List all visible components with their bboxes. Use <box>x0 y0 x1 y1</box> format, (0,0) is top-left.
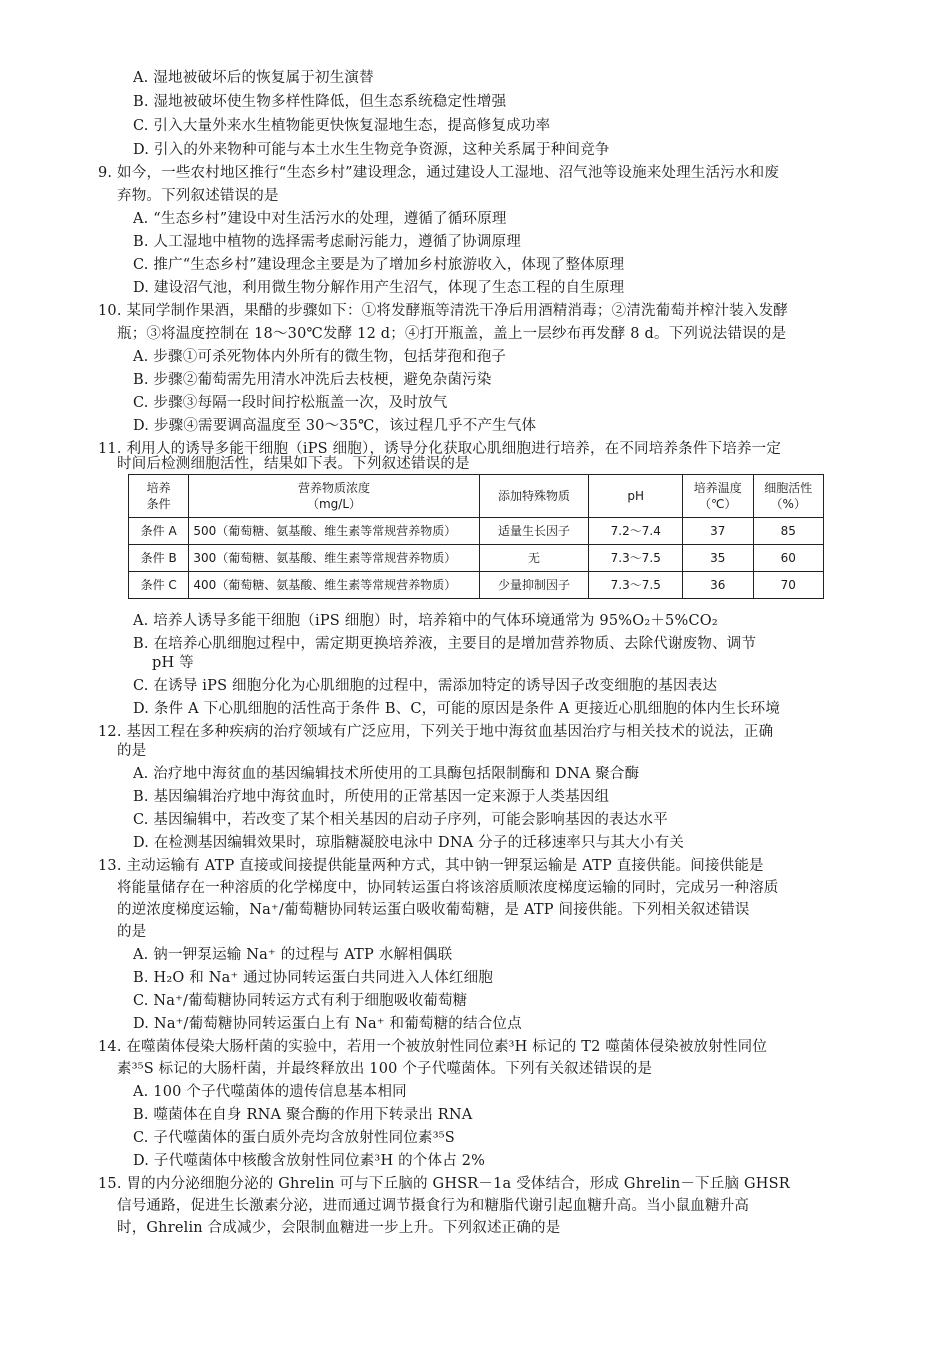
cell-condition: 条件 C <box>129 572 189 599</box>
header-activity <box>753 475 824 518</box>
header-condition <box>129 475 189 518</box>
header-ph: pH <box>589 475 683 518</box>
header-additive: 添加特殊物质 <box>479 475 589 518</box>
q12-option-d: D. 在检测基因编辑效果时，琼脂糖凝胶电泳中 DNA 分子的迁移速率只与其大小有关 <box>133 835 685 851</box>
q11-stem-line-1: 11. 利用人的诱导多能干细胞（iPS 细胞），诱导分化获取心肌细胞进行培养，在不同培养条件下培养一定 <box>98 441 782 457</box>
header-condition-line-1: 培养 <box>146 481 171 495</box>
q11-option-a: A. 培养人诱导多能干细胞（iPS 细胞）时，培养箱中的气体环境通常为 95%O₂＋5%CO₂ <box>133 613 718 629</box>
table-row <box>129 545 824 572</box>
cell-ph: 7.3～7.5 <box>589 572 683 599</box>
q9-stem-line-2: 弃物。下列叙述错误的是 <box>117 188 279 204</box>
header-temp-line-2: （℃） <box>699 497 737 511</box>
q8-option-d: D. 引入的外来物种可能与本土水生生物竞争资源，这种关系属于种间竞争 <box>133 142 610 158</box>
q9-option-d: D. 建设沼气池，利用微生物分解作用产生沼气，体现了生态工程的自生原理 <box>133 280 625 296</box>
cell-condition: 条件 A <box>129 518 189 545</box>
header-nutrient <box>189 475 479 518</box>
q13-option-b: B. H₂O 和 Na⁺ 通过协同转运蛋白共同进入人体红细胞 <box>133 970 494 986</box>
q8-option-c: C. 引入大量外来水生植物能更快恢复湿地生态，提高修复成功率 <box>133 118 551 134</box>
q10-option-c: C. 步骤③每隔一段时间拧松瓶盖一次，及时放气 <box>133 395 448 411</box>
q8-option-b: B. 湿地被破坏使生物多样性降低，但生态系统稳定性增强 <box>133 94 507 110</box>
cell-additive: 适量生长因子 <box>479 518 589 545</box>
q11-option-b-line-1: B. 在培养心肌细胞过程中，需定期更换培养液，主要目的是增加营养物质、去除代谢废物、调节 <box>133 636 757 652</box>
q11-stem-line-2: 时间后检测细胞活性，结果如下表。下列叙述错误的是 <box>117 456 470 472</box>
q9-option-c: C. 推广“生态乡村”建设理念主要是为了增加乡村旅游收入，体现了整体原理 <box>133 257 625 273</box>
cell-temp: 37 <box>683 518 753 545</box>
q11-option-c: C. 在诱导 iPS 细胞分化为心肌细胞的过程中，需添加特定的诱导因子改变细胞的基因表达 <box>133 678 718 694</box>
q15-stem-line-2: 信号通路，促进生长激素分泌，进而通过调节摄食行为和糖脂代谢引起血糖升高。当小鼠血糖升高 <box>117 1198 750 1214</box>
cell-ph: 7.3～7.5 <box>589 545 683 572</box>
q10-option-a: A. 步骤①可杀死物体内外所有的微生物，包括芽孢和孢子 <box>133 349 507 365</box>
q11-option-b-line-2: pH 等 <box>152 655 194 671</box>
header-temp <box>683 475 753 518</box>
q12-stem-line-1: 12. 基因工程在多种疾病的治疗领域有广泛应用，下列关于地中海贫血基因治疗与相关技术的说法，正确 <box>98 724 774 740</box>
q14-option-d: D. 子代噬菌体中核酸含放射性同位素³H 的个体占 2% <box>133 1153 486 1169</box>
q15-stem-line-1: 15. 胃的内分泌细胞分泌的 Ghrelin 可与下丘脑的 GHSR－1a 受体结合，形成 Ghrelin－下丘脑 GHSR <box>98 1176 790 1192</box>
q14-stem-line-2: 素³⁵S 标记的大肠杆菌，并最终释放出 100 个子代噬菌体。下列有关叙述错误的是 <box>117 1061 653 1077</box>
header-nutrient-line-1: 营养物质浓度 <box>297 481 370 495</box>
q14-option-b: B. 噬菌体在自身 RNA 聚合酶的作用下转录出 RNA <box>133 1107 473 1123</box>
q10-stem-line-2: 瓶；③将温度控制在 18～30℃发酵 12 d；④打开瓶盖，盖上一层纱布再发酵 8 d。下列说法错误的是 <box>117 326 787 342</box>
q13-stem-line-2: 将能量储存在一种溶质的化学梯度中，协同转运蛋白将该溶质顺浓度梯度运输的同时，完成另一种溶质 <box>117 880 779 896</box>
q14-option-a: A. 100 个子代噬菌体的遗传信息基本相同 <box>133 1084 407 1100</box>
q10-stem-line-1: 10. 某同学制作果酒，果醋的步骤如下：①将发酵瓶等清洗干净后用酒精消毒；②清洗葡萄并榨汁装入发酵 <box>98 303 788 319</box>
cell-nutrient: 500（葡萄糖、氨基酸、维生素等常规营养物质） <box>189 518 479 545</box>
q13-option-c: C. Na⁺/葡萄糖协同转运方式有利于细胞吸收葡萄糖 <box>133 993 468 1009</box>
q11-option-d: D. 条件 A 下心肌细胞的活性高于条件 B、C，可能的原因是条件 A 更接近心肌细胞的体内生长环境 <box>133 701 781 717</box>
q9-option-a: A. “生态乡村”建设中对生活污水的处理，遵循了循环原理 <box>133 211 507 227</box>
table-row <box>129 572 824 599</box>
header-condition-line-2: 条件 <box>146 497 171 511</box>
table-header-row <box>129 475 824 518</box>
q13-option-d: D. Na⁺/葡萄糖协同转运蛋白上有 Na⁺ 和葡萄糖的结合位点 <box>133 1016 522 1032</box>
header-nutrient-line-2: （mg/L） <box>306 497 362 511</box>
cell-activity: 85 <box>753 518 824 545</box>
q14-option-c: C. 子代噬菌体的蛋白质外壳均含放射性同位素³⁵S <box>133 1130 455 1146</box>
q14-stem-line-1: 14. 在噬菌体侵染大肠杆菌的实验中，若用一个被放射性同位素³H 标记的 T2 噬菌体侵染被放射性同位 <box>98 1039 768 1055</box>
cell-activity: 60 <box>753 545 824 572</box>
cell-temp: 36 <box>683 572 753 599</box>
q8-option-a: A. 湿地被破坏后的恢复属于初生演替 <box>133 70 374 86</box>
cell-temp: 35 <box>683 545 753 572</box>
culture-conditions-table <box>128 474 824 599</box>
cell-additive: 无 <box>479 545 589 572</box>
q12-option-c: C. 基因编辑中，若改变了某个相关基因的启动子序列，可能会影响基因的表达水平 <box>133 812 668 828</box>
q9-option-b: B. 人工湿地中植物的选择需考虑耐污能力，遵循了协调原理 <box>133 234 521 250</box>
header-activity-line-2: （%） <box>770 497 806 511</box>
q12-option-a: A. 治疗地中海贫血的基因编辑技术所使用的工具酶包括限制酶和 DNA 聚合酶 <box>133 766 640 782</box>
q10-option-b: B. 步骤②葡萄需先用清水冲洗后去枝梗，避免杂菌污染 <box>133 372 492 388</box>
q15-stem-line-3: 时，Ghrelin 合成减少，会限制血糖进一步上升。下列叙述正确的是 <box>117 1220 561 1236</box>
q9-stem-line-1: 9. 如今，一些农村地区推行“生态乡村”建设理念，通过建设人工湿地、沼气池等设施来处理生活污水和废 <box>98 165 780 181</box>
q13-option-a: A. 钠一钾泵运输 Na⁺ 的过程与 ATP 水解相偶联 <box>133 947 453 963</box>
header-activity-line-1: 细胞活性 <box>764 481 813 495</box>
q12-option-b: B. 基因编辑治疗地中海贫血时，所使用的正常基因一定来源于人类基因组 <box>133 789 610 805</box>
q13-stem-line-3: 的逆浓度梯度运输，Na⁺/葡萄糖协同转运蛋白吸收葡萄糖，是 ATP 间接供能。下列相关叙述错误 <box>117 902 750 918</box>
cell-activity: 70 <box>753 572 824 599</box>
cell-additive: 少量抑制因子 <box>479 572 589 599</box>
q10-option-d: D. 步骤④需要调高温度至 30～35℃，该过程几乎不产生气体 <box>133 418 537 434</box>
q13-stem-line-4: 的是 <box>117 924 147 940</box>
q13-stem-line-1: 13. 主动运输有 ATP 直接或间接提供能量两种方式，其中钠一钾泵运输是 ATP 直接供能。间接供能是 <box>98 858 764 874</box>
cell-nutrient: 300（葡萄糖、氨基酸、维生素等常规营养物质） <box>189 545 479 572</box>
cell-condition: 条件 B <box>129 545 189 572</box>
cell-ph: 7.2～7.4 <box>589 518 683 545</box>
table-row <box>129 518 824 545</box>
header-temp-line-1: 培养温度 <box>693 481 742 495</box>
q12-stem-line-2: 的是 <box>117 743 147 759</box>
cell-nutrient: 400（葡萄糖、氨基酸、维生素等常规营养物质） <box>189 572 479 599</box>
